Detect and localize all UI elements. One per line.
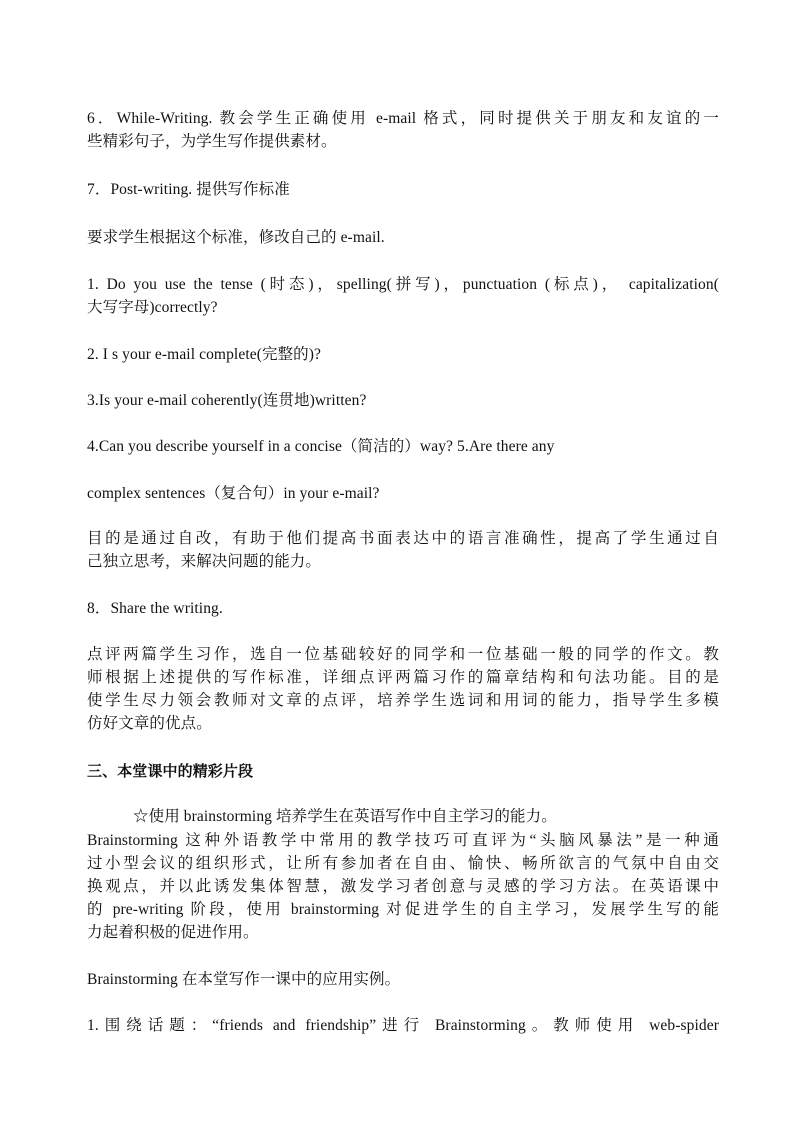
paragraph-7-heading: 7．Post-writing. 提供写作标准 <box>87 181 290 198</box>
criterion-1-line-2: 大写字母)correctly? <box>87 299 218 316</box>
topic-brainstorming-line: 1.围绕话题：“friends and friendship”进行 Brainstorming。教师使用 web-spider <box>87 1017 719 1034</box>
brainstorming-paragraph-line-2: 过小型会议的组织形式，让所有参加者在自由、愉快、畅所欲言的气氛中自由交 <box>87 855 719 872</box>
brainstorming-paragraph-line-4: 的 pre-writing 阶段，使用 brainstorming 对促进学生的自主学习，发展学生写的能 <box>87 901 719 918</box>
application-example-heading: Brainstorming 在本堂写作一课中的应用实例。 <box>87 971 401 988</box>
brainstorming-intro: ☆使用 brainstorming 培养学生在英语写作中自主学习的能力。 <box>133 808 557 825</box>
criterion-1-line-1: 1. Do you use the tense (时态)，spelling(拼写)，punctuation (标点)， capitalization( <box>87 276 719 293</box>
brainstorming-paragraph-line-1: Brainstorming 这种外语教学中常用的教学技巧可直评为“头脑风暴法”是一种通 <box>87 832 719 849</box>
revision-instruction: 要求学生根据这个标准，修改自己的 e-mail. <box>87 229 385 246</box>
purpose-line-2: 己独立思考，来解决问题的能力。 <box>87 553 322 570</box>
paragraph-6-line-2: 些精彩句子，为学生写作提供素材。 <box>87 133 337 150</box>
share-paragraph-line-4: 仿好文章的优点。 <box>87 715 212 732</box>
criterion-4-5: 4.Can you describe yourself in a concise（简洁的）way? 5.Are there any <box>87 438 555 455</box>
criterion-3: 3.Is your e-mail coherently(连贯地)written? <box>87 392 367 409</box>
paragraph-6-line-1: 6．While-Writing. 教会学生正确使用 e-mail 格式，同时提供关于朋友和友谊的一 <box>87 110 719 127</box>
purpose-line-1: 目的是通过自改，有助于他们提高书面表达中的语言准确性，提高了学生通过自 <box>87 530 719 547</box>
criterion-2: 2. I s your e-mail complete(完整的)? <box>87 346 322 363</box>
share-paragraph-line-2: 师根据上述提供的写作标准，详细点评两篇习作的篇章结构和句法功能。目的是 <box>87 669 719 686</box>
section-3-heading: 三、本堂课中的精彩片段 <box>87 762 254 780</box>
paragraph-8-heading: 8．Share the writing. <box>87 600 223 617</box>
share-paragraph-line-1: 点评两篇学生习作，选自一位基础较好的同学和一位基础一般的同学的作文。教 <box>87 646 719 663</box>
criterion-5-continued: complex sentences（复合句）in your e-mail? <box>87 485 380 502</box>
brainstorming-paragraph-line-3: 换观点，并以此诱发集体智慧，激发学习者创意与灵感的学习方法。在英语课中 <box>87 878 719 895</box>
share-paragraph-line-3: 使学生尽力领会教师对文章的点评，培养学生选词和用词的能力，指导学生多模 <box>87 692 719 709</box>
brainstorming-paragraph-line-5: 力起着积极的促进作用。 <box>87 924 259 941</box>
